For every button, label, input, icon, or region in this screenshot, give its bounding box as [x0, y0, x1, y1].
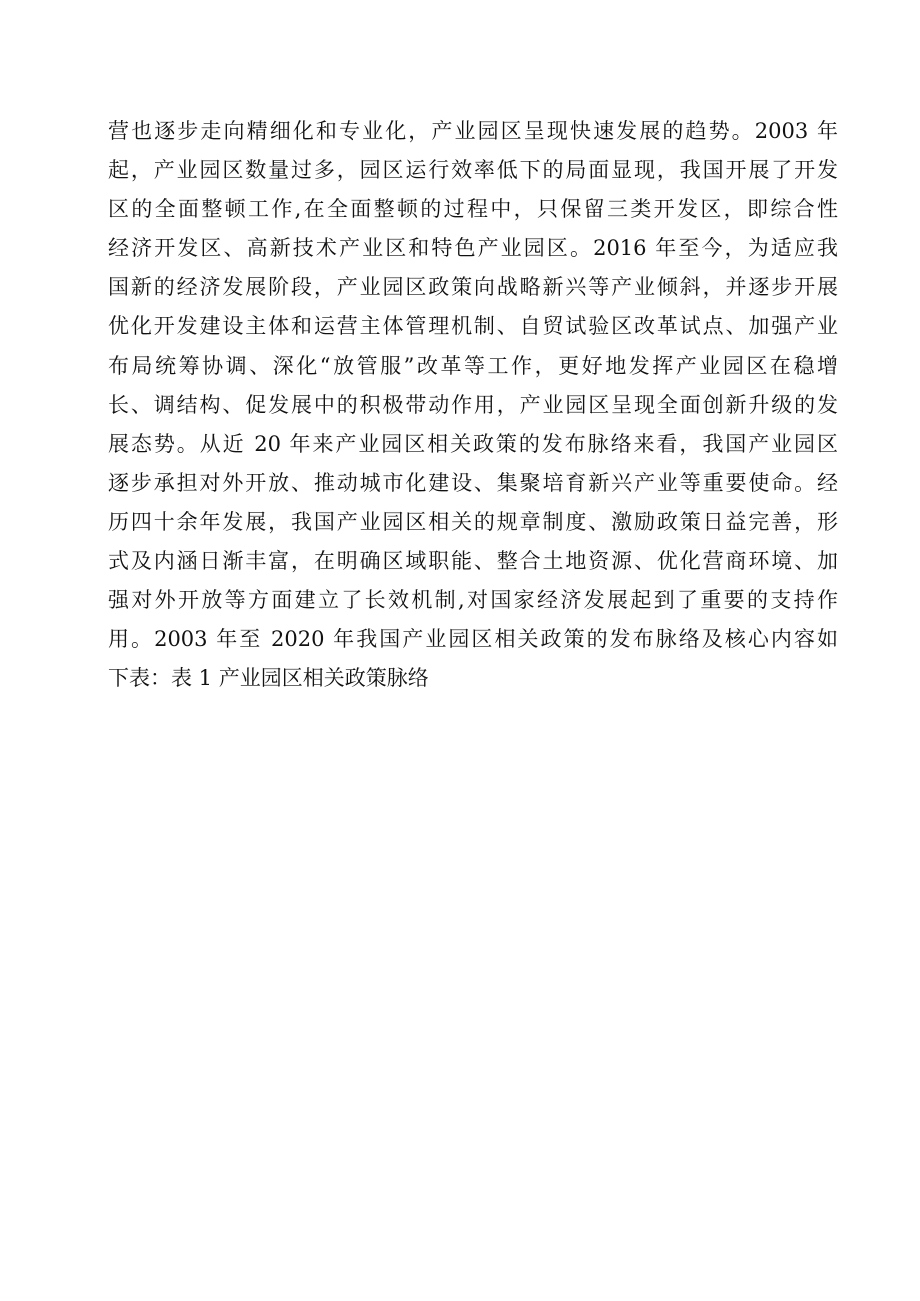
- paragraph-line: 长、调结构、促发展中的积极带动作用，产业园区呈现全面创新升级的发: [108, 392, 838, 417]
- paragraph-line: 历四十余年发展，我国产业园区相关的规章制度、激励政策日益完善，形: [108, 509, 838, 534]
- paragraph-line-table-caption: 下表：表 1 产业园区相关政策脉络: [108, 666, 429, 691]
- body-paragraph: [108, 112, 838, 698]
- paragraph-line: 区的全面整顿工作,在全面整顿的过程中，只保留三类开发区，即综合性: [108, 197, 838, 222]
- paragraph-line: 优化开发建设主体和运营主体管理机制、自贸试验区改革试点、加强产业: [108, 314, 838, 339]
- paragraph-line: 国新的经济发展阶段，产业园区政策向战略新兴等产业倾斜，并逐步开展: [108, 275, 838, 300]
- paragraph-line: 展态势。从近 20 年来产业园区相关政策的发布脉络来看，我国产业园区: [108, 431, 838, 456]
- paragraph-line: 经济开发区、高新技术产业区和特色产业园区。2016 年至今，为适应我: [108, 236, 838, 261]
- paragraph-line: 布局统筹协调、深化“放管服”改革等工作，更好地发挥产业园区在稳增: [108, 353, 838, 378]
- paragraph-line: 营也逐步走向精细化和专业化，产业园区呈现快速发展的趋势。2003 年: [108, 119, 838, 143]
- paragraph-line: 强对外开放等方面建立了长效机制,对国家经济发展起到了重要的支持作: [108, 588, 838, 613]
- paragraph-line: 式及内涵日渐丰富，在明确区域职能、整合土地资源、优化营商环境、加: [108, 549, 838, 574]
- paragraph-line: 用。2003 年至 2020 年我国产业园区相关政策的发布脉络及核心内容如: [108, 627, 838, 652]
- paragraph-line: 逐步承担对外开放、推动城市化建设、集聚培育新兴产业等重要使命。经: [108, 470, 838, 495]
- paragraph-line: 起，产业园区数量过多，园区运行效率低下的局面显现，我国开展了开发: [108, 158, 838, 183]
